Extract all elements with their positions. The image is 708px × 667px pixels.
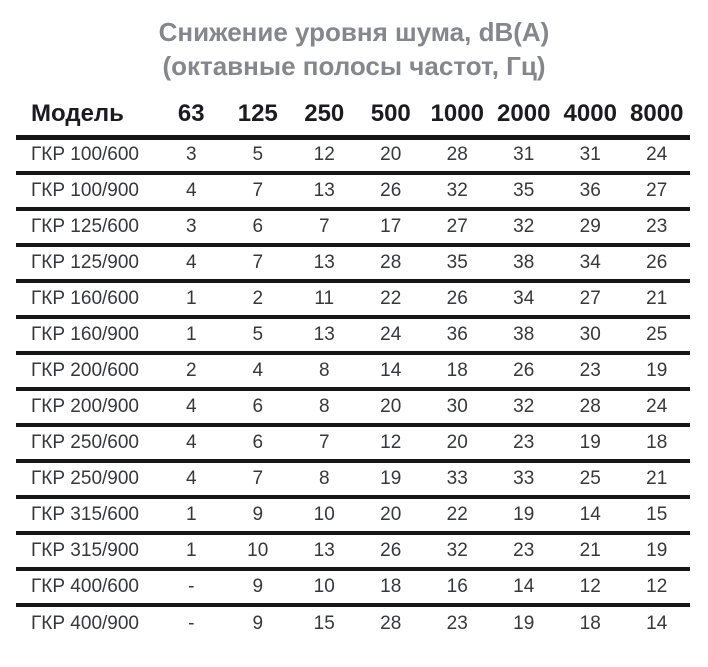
value-cell: 20 (380, 396, 402, 417)
value-cell: 32 (513, 216, 535, 237)
value-cell: 13 (313, 540, 335, 561)
value-cell: 27 (646, 180, 668, 201)
value-cell: 19 (646, 360, 668, 381)
model-cell: ГКР 400/600 (31, 576, 139, 597)
value-cell: 7 (252, 468, 264, 489)
value-cell: 19 (579, 432, 601, 453)
value-cell: 17 (380, 216, 402, 237)
value-cell: 2 (185, 360, 197, 381)
table-row (16, 569, 690, 605)
value-cell: 1 (185, 540, 197, 561)
value-cell: 26 (380, 540, 402, 561)
value-cell: 6 (252, 216, 264, 237)
table-row (16, 245, 690, 281)
column-header-63: 63 (177, 99, 205, 127)
value-cell: 13 (313, 324, 335, 345)
value-cell: 1 (185, 324, 197, 345)
value-cell: 28 (446, 144, 468, 166)
column-header-1000: 1000 (430, 99, 484, 127)
value-cell: 6 (252, 396, 264, 417)
model-cell: ГКР 315/600 (31, 504, 139, 525)
value-cell: 24 (380, 324, 402, 345)
column-header-500: 500 (370, 99, 411, 127)
table-row (16, 533, 690, 569)
value-cell: 12 (579, 576, 601, 597)
value-cell: 15 (646, 504, 668, 525)
title-line-1: Снижение уровня шума, dB(A) (158, 17, 550, 47)
value-cell: 7 (318, 216, 330, 237)
value-cell: 4 (185, 180, 197, 201)
table-header (16, 97, 690, 137)
value-cell: 14 (579, 504, 601, 525)
value-cell: 36 (446, 324, 468, 345)
value-cell: 16 (446, 576, 468, 597)
value-cell: 26 (446, 288, 468, 309)
value-cell: 26 (513, 360, 535, 381)
value-cell: 28 (380, 252, 402, 273)
value-cell: 4 (185, 396, 197, 417)
value-cell: 26 (646, 252, 668, 273)
value-cell: 7 (252, 180, 264, 201)
table-row (16, 497, 690, 533)
value-cell: 4 (185, 252, 197, 273)
value-cell: 26 (380, 180, 402, 201)
value-cell: 32 (446, 540, 468, 561)
table-row (16, 605, 690, 641)
value-cell: 20 (380, 504, 402, 525)
value-cell: 2 (252, 288, 264, 309)
model-cell: ГКР 250/900 (31, 468, 139, 489)
value-cell: 14 (513, 576, 535, 597)
value-cell: 22 (446, 504, 468, 525)
value-cell: 29 (579, 216, 601, 237)
value-cell: 19 (380, 468, 402, 489)
table-row (16, 137, 690, 173)
model-cell: ГКР 200/900 (31, 396, 139, 417)
table-row (16, 461, 690, 497)
value-cell: 4 (185, 432, 197, 453)
value-cell: 18 (646, 432, 668, 453)
value-cell: 9 (252, 613, 264, 634)
value-cell: 5 (252, 324, 264, 345)
value-cell: - (188, 576, 195, 597)
model-cell: ГКР 125/900 (31, 252, 139, 273)
value-cell: 18 (579, 613, 601, 634)
model-cell: ГКР 100/900 (31, 180, 139, 201)
column-header-2000: 2000 (497, 99, 551, 127)
value-cell: 21 (579, 540, 601, 561)
value-cell: 31 (513, 144, 535, 166)
value-cell: 19 (513, 504, 535, 525)
value-cell: 20 (446, 432, 468, 453)
value-cell: 30 (579, 324, 601, 345)
table-row (16, 353, 690, 389)
value-cell: 12 (380, 432, 402, 453)
value-cell: 12 (646, 576, 668, 597)
value-cell: 27 (446, 216, 468, 237)
value-cell: 35 (513, 180, 535, 201)
value-cell: 3 (185, 216, 197, 237)
value-cell: 36 (579, 180, 601, 201)
value-cell: 3 (185, 144, 197, 166)
model-cell: ГКР 315/900 (31, 540, 139, 561)
column-header-model: Модель (31, 99, 124, 127)
value-cell: 38 (513, 252, 535, 273)
value-cell: 18 (380, 576, 402, 597)
value-cell: 32 (513, 396, 535, 417)
value-cell: 1 (185, 504, 197, 525)
table-row (16, 209, 690, 245)
model-cell: ГКР 160/900 (31, 324, 139, 345)
datasheet-page (0, 15, 708, 641)
value-cell: 10 (313, 576, 335, 597)
value-cell: 12 (313, 144, 335, 166)
model-cell: ГКР 200/600 (31, 360, 139, 381)
value-cell: 14 (646, 613, 668, 634)
value-cell: 1 (185, 288, 197, 309)
value-cell: 33 (446, 468, 468, 489)
value-cell: 13 (313, 180, 335, 201)
value-cell: 33 (513, 468, 535, 489)
value-cell: 28 (380, 613, 402, 634)
value-cell: 20 (380, 144, 402, 166)
value-cell: 27 (579, 288, 601, 309)
value-cell: 23 (513, 540, 535, 561)
title-line-2: (октавные полосы частот, Гц) (162, 51, 546, 81)
value-cell: 30 (446, 396, 468, 417)
value-cell: 18 (446, 360, 468, 381)
value-cell: 8 (318, 468, 330, 489)
header-row (16, 97, 690, 137)
value-cell: 13 (313, 252, 335, 273)
value-cell: 23 (446, 613, 468, 634)
value-cell: 23 (646, 216, 668, 237)
value-cell: 21 (646, 288, 668, 309)
value-cell: - (188, 613, 195, 634)
value-cell: 14 (380, 360, 402, 381)
value-cell: 8 (318, 360, 330, 381)
value-cell: 35 (446, 252, 468, 273)
model-cell: ГКР 125/600 (31, 216, 139, 237)
value-cell: 28 (579, 396, 601, 417)
table-body (16, 137, 690, 641)
value-cell: 23 (579, 360, 601, 381)
value-cell: 34 (579, 252, 601, 273)
column-header-4000: 4000 (563, 99, 617, 127)
model-cell: ГКР 160/600 (31, 288, 139, 309)
value-cell: 5 (252, 144, 264, 166)
value-cell: 25 (646, 324, 668, 345)
column-header-250: 250 (304, 99, 345, 127)
value-cell: 4 (185, 468, 197, 489)
value-cell: 24 (646, 396, 668, 417)
table-row (16, 389, 690, 425)
value-cell: 4 (252, 360, 264, 381)
model-cell: ГКР 250/600 (31, 432, 139, 453)
value-cell: 7 (318, 432, 330, 453)
table-row (16, 317, 690, 353)
value-cell: 9 (252, 504, 264, 525)
value-cell: 32 (446, 180, 468, 201)
value-cell: 25 (579, 468, 601, 489)
value-cell: 31 (579, 144, 601, 166)
value-cell: 21 (646, 468, 668, 489)
value-cell: 22 (380, 288, 402, 309)
table-row (16, 425, 690, 461)
value-cell: 11 (314, 288, 335, 309)
value-cell: 10 (313, 504, 335, 525)
value-cell: 10 (247, 540, 269, 561)
value-cell: 24 (646, 144, 668, 166)
value-cell: 6 (252, 432, 264, 453)
value-cell: 38 (513, 324, 535, 345)
value-cell: 34 (513, 288, 535, 309)
noise-reduction-table (16, 97, 690, 641)
value-cell: 19 (513, 613, 535, 634)
value-cell: 7 (252, 252, 264, 273)
table-row (16, 281, 690, 317)
column-header-8000: 8000 (630, 99, 684, 127)
value-cell: 19 (646, 540, 668, 561)
page-title (0, 15, 708, 83)
value-cell: 9 (252, 576, 264, 597)
table-row (16, 173, 690, 209)
value-cell: 8 (318, 396, 330, 417)
value-cell: 15 (313, 613, 335, 634)
model-cell: ГКР 400/900 (31, 613, 139, 634)
column-header-125: 125 (237, 99, 278, 127)
value-cell: 23 (513, 432, 535, 453)
model-cell: ГКР 100/600 (31, 144, 139, 166)
